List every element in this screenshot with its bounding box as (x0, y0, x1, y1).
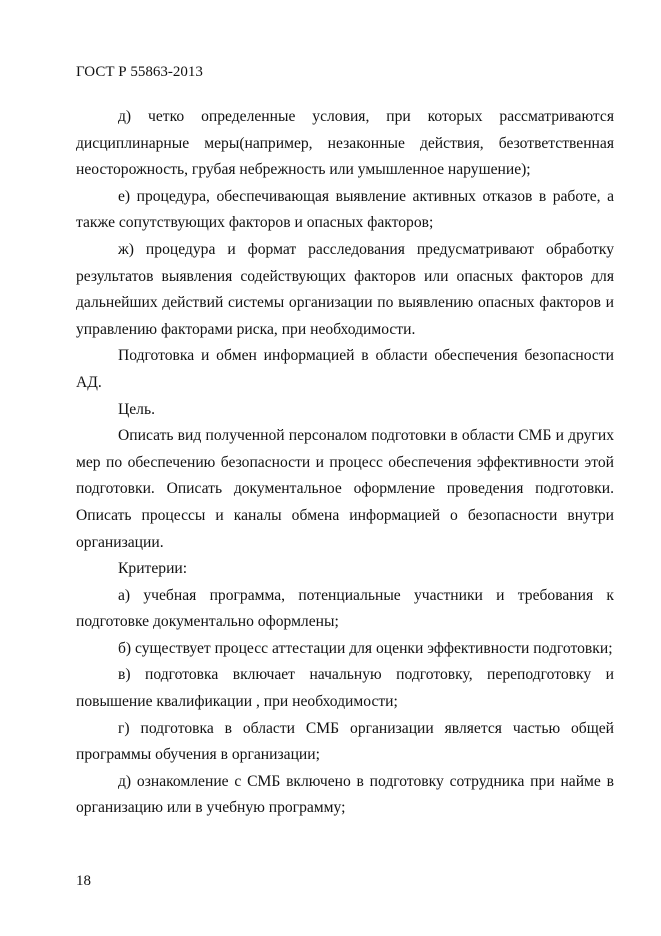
criterion-d: д) ознакомление с СМБ включено в подготовку сотрудника при найме в организацию или в учебную программу; (76, 772, 614, 817)
criterion-v: в) подготовка включает начальную подготовку, переподготовку и повышение квалификации , при необходимости; (76, 666, 614, 711)
criterion-g: г) подготовка в области СМБ организации является частью общей программы обучения в организации; (76, 719, 614, 764)
document-body (76, 104, 614, 822)
paragraph-e-procedure: е) процедура, обеспечивающая выявление активных отказов в работе, а также сопутствующих факторов и опасных факторов; (76, 187, 614, 232)
criterion-a: а) учебная программа, потенциальные участники и требования к подготовке документально оформлены; (76, 586, 614, 631)
page-number: 18 (76, 873, 91, 889)
paragraph-d-disciplinary: д) четко определенные условия, при которых рассматриваются дисциплинарные меры(например, незаконные действия, безответственная неосторожность, грубая небрежность или умышленное нарушение); (76, 108, 614, 179)
goal-label: Цель. (118, 400, 155, 418)
document-header: ГОСТ Р 55863-2013 (76, 64, 203, 80)
criterion-b: б) существует процесс аттестации для оценки эффективности подготовки; (118, 639, 613, 657)
paragraph-zh-investigation: ж) процедура и формат расследования предусматривают обработку результатов выявления содействующих факторов или опасных факторов для дальнейших действий системы организации по выявлению опасных факторов и управлению факторами риска, при необходимости. (76, 240, 614, 338)
criteria-label: Критерии: (118, 560, 188, 578)
goal-description: Описать вид полученной персоналом подготовки в области СМБ и других мер по обеспечению безопасности и процесс обеспечения эффективности этой подготовки. Описать документальное оформление проведения подготовки. Описать процессы и каналы обмена информацией о безопасности внутри организации. (76, 427, 614, 551)
section-heading-training: Подготовка и обмен информацией в области обеспечения безопасности АД. (76, 347, 614, 391)
